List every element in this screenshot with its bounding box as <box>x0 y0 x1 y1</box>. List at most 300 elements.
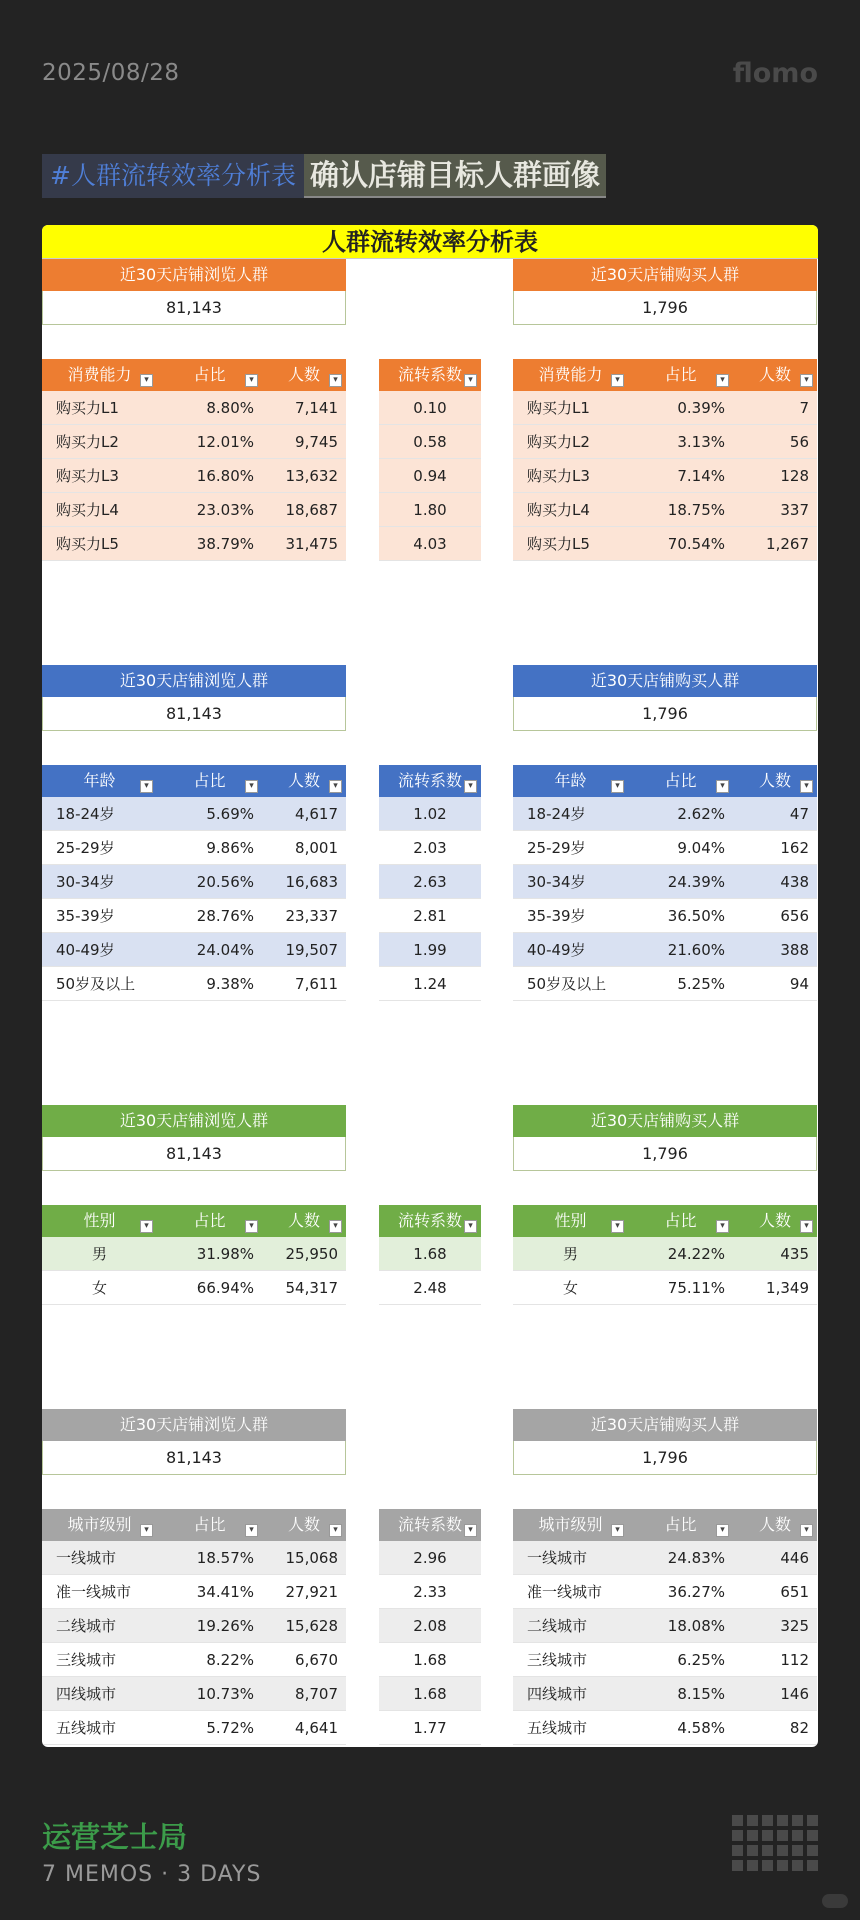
ratio-header[interactable] <box>157 359 262 391</box>
ratio-cell: 36.50% <box>667 907 725 925</box>
count-cell: 16,683 <box>285 873 338 891</box>
buy-table-header <box>513 359 817 391</box>
grid-cell <box>762 1860 773 1871</box>
table-row <box>42 493 346 527</box>
ratio-cell: 31.98% <box>196 1245 254 1263</box>
count-cell: 7,611 <box>295 975 338 993</box>
coef-cell: 2.08 <box>413 1617 447 1635</box>
table-row <box>379 797 481 831</box>
grid-cell <box>792 1845 803 1856</box>
dimension-header[interactable] <box>513 1205 628 1237</box>
dimension-cell: 25-29岁 <box>527 839 586 857</box>
ratio-cell: 5.25% <box>677 975 725 993</box>
ratio-cell: 20.56% <box>196 873 254 891</box>
filter-dropdown-icon[interactable]: ▾ <box>140 374 153 387</box>
grid-cell <box>777 1860 788 1871</box>
count-header[interactable] <box>733 359 817 391</box>
dimension-cell: 40-49岁 <box>56 941 115 959</box>
dimension-cell: 准一线城市 <box>56 1583 132 1601</box>
grid-cell <box>777 1845 788 1856</box>
count-cell: 7,141 <box>295 399 338 417</box>
table-row <box>513 1609 817 1643</box>
ratio-header[interactable] <box>628 1509 733 1541</box>
grid-cell <box>777 1815 788 1826</box>
ratio-cell: 8.15% <box>677 1685 725 1703</box>
count-header-label: 人数 <box>287 365 320 384</box>
table-row <box>42 899 346 933</box>
table-row <box>379 1271 481 1305</box>
dimension-cell: 50岁及以上 <box>527 975 607 993</box>
coef-cell: 1.68 <box>413 1245 447 1263</box>
filter-dropdown-icon[interactable]: ▾ <box>800 780 813 793</box>
ratio-cell: 16.80% <box>196 467 254 485</box>
browse-table <box>42 1509 346 1745</box>
memo-stats: 7 MEMOS · 3 DAYS <box>42 1862 262 1887</box>
count-header-label: 人数 <box>758 365 791 384</box>
coef-cell: 2.81 <box>413 907 447 925</box>
coef-cell: 2.48 <box>413 1279 447 1297</box>
filter-dropdown-icon[interactable]: ▾ <box>800 1524 813 1537</box>
dimension-cell: 三线城市 <box>56 1651 117 1669</box>
count-cell: 8,707 <box>295 1685 338 1703</box>
table-row <box>513 1575 817 1609</box>
dimension-cell: 30-34岁 <box>56 873 115 891</box>
table-row <box>513 425 817 459</box>
browse-summary-label: 近30天店铺浏览人群 <box>42 665 346 697</box>
coef-table-header <box>379 1205 481 1237</box>
browse-summary-label: 近30天店铺浏览人群 <box>42 259 346 291</box>
dimension-cell: 四线城市 <box>527 1685 588 1703</box>
buy-table <box>513 765 817 1001</box>
ratio-cell: 3.13% <box>677 433 725 451</box>
count-cell: 9,745 <box>295 433 338 451</box>
browse-table-header <box>42 765 346 797</box>
filter-dropdown-icon[interactable]: ▾ <box>464 1220 477 1233</box>
coef-table-header <box>379 359 481 391</box>
ratio-header-label: 占比 <box>664 365 697 384</box>
dimension-header[interactable] <box>42 359 157 391</box>
ratio-header-label: 占比 <box>664 1515 697 1534</box>
ratio-cell: 4.58% <box>677 1719 725 1737</box>
count-cell: 19,507 <box>285 941 338 959</box>
ratio-cell: 18.08% <box>667 1617 725 1635</box>
filter-dropdown-icon[interactable]: ▾ <box>140 780 153 793</box>
filter-dropdown-icon[interactable]: ▾ <box>245 780 258 793</box>
coef-cell: 2.96 <box>413 1549 447 1567</box>
coef-cell: 2.33 <box>413 1583 447 1601</box>
count-cell: 7 <box>799 399 809 417</box>
table-row <box>379 1643 481 1677</box>
ratio-cell: 24.39% <box>667 873 725 891</box>
buy-summary-total: 1,796 <box>513 1441 817 1475</box>
filter-dropdown-icon[interactable]: ▾ <box>329 374 342 387</box>
ratio-header[interactable] <box>628 765 733 797</box>
dimension-header[interactable] <box>42 1509 157 1541</box>
dimension-cell: 购买力L3 <box>527 467 590 485</box>
coef-cell: 2.03 <box>413 839 447 857</box>
count-cell: 82 <box>789 1719 809 1737</box>
buy-summary-box <box>513 259 817 325</box>
table-row <box>513 797 817 831</box>
table-row <box>42 1711 346 1745</box>
count-header[interactable] <box>262 765 346 797</box>
table-row <box>379 899 481 933</box>
dimension-cell: 三线城市 <box>527 1651 588 1669</box>
filter-dropdown-icon[interactable]: ▾ <box>329 1220 342 1233</box>
ratio-cell: 9.38% <box>206 975 254 993</box>
coef-table <box>379 1205 481 1305</box>
dimension-cell: 二线城市 <box>527 1617 588 1635</box>
table-row <box>379 1575 481 1609</box>
filter-dropdown-icon[interactable]: ▾ <box>800 1220 813 1233</box>
dimension-cell: 35-39岁 <box>527 907 586 925</box>
filter-dropdown-icon[interactable]: ▾ <box>245 1524 258 1537</box>
browse-summary-total: 81,143 <box>42 291 346 325</box>
filter-dropdown-icon[interactable]: ▾ <box>245 1220 258 1233</box>
browse-summary-box <box>42 1105 346 1171</box>
dimension-cell: 女 <box>562 1279 578 1297</box>
dimension-cell: 四线城市 <box>56 1685 117 1703</box>
table-row <box>379 527 481 561</box>
filter-dropdown-icon[interactable]: ▾ <box>716 374 729 387</box>
dimension-cell: 购买力L5 <box>527 535 590 553</box>
table-row <box>379 865 481 899</box>
filter-dropdown-icon[interactable]: ▾ <box>611 374 624 387</box>
table-row <box>42 1677 346 1711</box>
browse-table-header <box>42 359 346 391</box>
table-row <box>42 865 346 899</box>
filter-dropdown-icon[interactable]: ▾ <box>140 1220 153 1233</box>
coef-cell: 0.58 <box>413 433 447 451</box>
coef-table-header <box>379 1509 481 1541</box>
filter-dropdown-icon[interactable]: ▾ <box>140 1524 153 1537</box>
ratio-header-label: 占比 <box>193 1515 226 1534</box>
browse-table <box>42 765 346 1001</box>
filter-dropdown-icon[interactable]: ▾ <box>716 1220 729 1233</box>
coef-cell: 1.77 <box>413 1719 447 1737</box>
ratio-cell: 5.69% <box>206 805 254 823</box>
coef-header-label: 流转系数 <box>397 365 462 384</box>
count-cell: 31,475 <box>285 535 338 553</box>
ratio-cell: 24.04% <box>196 941 254 959</box>
ratio-header-label: 占比 <box>664 1211 697 1230</box>
table-row <box>513 1711 817 1745</box>
table-row <box>379 1237 481 1271</box>
count-header-label: 人数 <box>758 1515 791 1534</box>
ratio-cell: 23.03% <box>196 501 254 519</box>
grid-cell <box>807 1860 818 1871</box>
dimension-cell: 35-39岁 <box>56 907 115 925</box>
ratio-header[interactable] <box>157 1509 262 1541</box>
ratio-header-label: 占比 <box>193 365 226 384</box>
memo-subtitle: 确认店铺目标人群画像 <box>304 154 606 198</box>
ratio-cell: 5.72% <box>206 1719 254 1737</box>
count-cell: 128 <box>780 467 809 485</box>
grid-cell <box>792 1830 803 1841</box>
count-cell: 4,641 <box>295 1719 338 1737</box>
grid-cell <box>777 1830 788 1841</box>
browse-summary-total: 81,143 <box>42 697 346 731</box>
table-row <box>513 899 817 933</box>
table-row <box>513 1237 817 1271</box>
table-row <box>42 797 346 831</box>
ratio-header[interactable] <box>628 1205 733 1237</box>
dimension-header[interactable] <box>513 765 628 797</box>
dimension-cell: 25-29岁 <box>56 839 115 857</box>
dimension-cell: 30-34岁 <box>527 873 586 891</box>
dimension-cell: 购买力L4 <box>527 501 590 519</box>
coef-cell: 1.68 <box>413 1651 447 1669</box>
grid-cell <box>792 1815 803 1826</box>
coef-header[interactable] <box>379 1509 481 1541</box>
coef-cell: 1.80 <box>413 501 447 519</box>
grid-cell <box>762 1815 773 1826</box>
grid-cell <box>747 1860 758 1871</box>
count-cell: 656 <box>780 907 809 925</box>
coef-table-header <box>379 765 481 797</box>
coef-cell: 1.99 <box>413 941 447 959</box>
filter-dropdown-icon[interactable]: ▾ <box>800 374 813 387</box>
dimension-header[interactable] <box>513 1509 628 1541</box>
ratio-cell: 18.57% <box>196 1549 254 1567</box>
count-cell: 54,317 <box>285 1279 338 1297</box>
count-header-label: 人数 <box>287 1211 320 1230</box>
table-row <box>513 933 817 967</box>
dimension-header[interactable] <box>42 765 157 797</box>
ratio-cell: 36.27% <box>667 1583 725 1601</box>
grid-cell <box>762 1830 773 1841</box>
table-row <box>379 933 481 967</box>
buy-summary-box <box>513 1409 817 1475</box>
dimension-cell: 购买力L3 <box>56 467 119 485</box>
coef-table <box>379 1509 481 1745</box>
count-header[interactable] <box>733 1205 817 1237</box>
ratio-header[interactable] <box>157 765 262 797</box>
ratio-cell: 2.62% <box>677 805 725 823</box>
ratio-cell: 66.94% <box>196 1279 254 1297</box>
ratio-cell: 18.75% <box>667 501 725 519</box>
count-cell: 6,670 <box>295 1651 338 1669</box>
grid-cell <box>732 1815 743 1826</box>
ratio-cell: 21.60% <box>667 941 725 959</box>
count-cell: 388 <box>780 941 809 959</box>
table-row <box>513 459 817 493</box>
browse-table <box>42 359 346 561</box>
buy-summary-total: 1,796 <box>513 697 817 731</box>
grid-cell <box>747 1845 758 1856</box>
count-header-label: 人数 <box>758 771 791 790</box>
flomo-logo: flomo <box>732 58 818 89</box>
count-cell: 651 <box>780 1583 809 1601</box>
count-cell: 15,628 <box>285 1617 338 1635</box>
dimension-cell: 购买力L2 <box>527 433 590 451</box>
dimension-cell: 五线城市 <box>527 1719 588 1737</box>
filter-dropdown-icon[interactable]: ▾ <box>611 1524 624 1537</box>
table-row <box>379 425 481 459</box>
filter-dropdown-icon[interactable]: ▾ <box>245 374 258 387</box>
ratio-header[interactable] <box>157 1205 262 1237</box>
dimension-header-label: 城市级别 <box>538 1515 603 1534</box>
dimension-header-label: 城市级别 <box>67 1515 132 1534</box>
dimension-header-label: 年龄 <box>554 771 587 790</box>
table-row <box>42 425 346 459</box>
grid-cell <box>807 1815 818 1826</box>
table-row <box>379 1711 481 1745</box>
filter-dropdown-icon[interactable]: ▾ <box>329 780 342 793</box>
section-2 <box>42 665 818 1037</box>
table-row <box>42 967 346 1001</box>
table-row <box>42 1575 346 1609</box>
filter-dropdown-icon[interactable]: ▾ <box>329 1524 342 1537</box>
dimension-header-label: 性别 <box>554 1211 587 1230</box>
table-row <box>42 459 346 493</box>
count-cell: 18,687 <box>285 501 338 519</box>
ratio-cell: 70.54% <box>667 535 725 553</box>
count-cell: 8,001 <box>295 839 338 857</box>
count-header[interactable] <box>262 1205 346 1237</box>
coef-cell: 1.68 <box>413 1685 447 1703</box>
count-cell: 23,337 <box>285 907 338 925</box>
table-row <box>42 933 346 967</box>
table-row <box>42 1609 346 1643</box>
table-row <box>379 1609 481 1643</box>
count-cell: 1,267 <box>766 535 809 553</box>
dimension-cell: 男 <box>91 1245 107 1263</box>
author-name: 运营芝士局 <box>42 1820 188 1854</box>
dimension-cell: 女 <box>91 1279 107 1297</box>
table-row <box>379 831 481 865</box>
count-header-label: 人数 <box>758 1211 791 1230</box>
dimension-cell: 40-49岁 <box>527 941 586 959</box>
table-row <box>513 1541 817 1575</box>
dimension-cell: 五线城市 <box>56 1719 117 1737</box>
browse-summary-box <box>42 1409 346 1475</box>
count-cell: 162 <box>780 839 809 857</box>
dimension-header[interactable] <box>42 1205 157 1237</box>
count-cell: 438 <box>780 873 809 891</box>
count-header[interactable] <box>733 765 817 797</box>
count-cell: 25,950 <box>285 1245 338 1263</box>
browse-summary-label: 近30天店铺浏览人群 <box>42 1409 346 1441</box>
browse-table-header <box>42 1205 346 1237</box>
count-cell: 94 <box>789 975 809 993</box>
ratio-cell: 12.01% <box>196 433 254 451</box>
grid-cell <box>762 1845 773 1856</box>
spreadsheet-image <box>42 225 818 1747</box>
browse-summary-total: 81,143 <box>42 1137 346 1171</box>
buy-table-header <box>513 765 817 797</box>
dimension-header[interactable] <box>513 359 628 391</box>
count-header[interactable] <box>262 359 346 391</box>
dimension-cell: 购买力L1 <box>527 399 590 417</box>
table-row <box>513 865 817 899</box>
qr-grid-icon <box>732 1815 818 1871</box>
dimension-header-label: 消费能力 <box>538 365 603 384</box>
grid-cell <box>747 1830 758 1841</box>
browse-table <box>42 1205 346 1305</box>
ratio-cell: 75.11% <box>667 1279 725 1297</box>
ratio-cell: 24.22% <box>667 1245 725 1263</box>
filter-dropdown-icon[interactable]: ▾ <box>464 374 477 387</box>
table-row <box>513 1643 817 1677</box>
count-header[interactable] <box>262 1509 346 1541</box>
count-header-label: 人数 <box>287 1515 320 1534</box>
dimension-header-label: 年龄 <box>83 771 116 790</box>
filter-dropdown-icon[interactable]: ▾ <box>716 780 729 793</box>
buy-table <box>513 1509 817 1745</box>
ratio-cell: 9.86% <box>206 839 254 857</box>
section-3 <box>42 1105 818 1361</box>
dimension-cell: 50岁及以上 <box>56 975 136 993</box>
ratio-cell: 28.76% <box>196 907 254 925</box>
filter-dropdown-icon[interactable]: ▾ <box>716 1524 729 1537</box>
buy-table <box>513 1205 817 1305</box>
table-row <box>513 1677 817 1711</box>
count-cell: 1,349 <box>766 1279 809 1297</box>
count-cell: 112 <box>780 1651 809 1669</box>
memo-tag[interactable]: #人群流转效率分析表 <box>42 154 304 198</box>
buy-table-header <box>513 1205 817 1237</box>
browse-summary-label: 近30天店铺浏览人群 <box>42 1105 346 1137</box>
table-row <box>513 493 817 527</box>
coef-cell: 1.02 <box>413 805 447 823</box>
count-header[interactable] <box>733 1509 817 1541</box>
filter-dropdown-icon[interactable]: ▾ <box>464 780 477 793</box>
coef-table <box>379 765 481 1001</box>
count-cell: 146 <box>780 1685 809 1703</box>
filter-dropdown-icon[interactable]: ▾ <box>611 1220 624 1233</box>
grid-cell <box>747 1815 758 1826</box>
count-cell: 435 <box>780 1245 809 1263</box>
ratio-cell: 6.25% <box>677 1651 725 1669</box>
grid-cell <box>792 1860 803 1871</box>
count-cell: 4,617 <box>295 805 338 823</box>
filter-dropdown-icon[interactable]: ▾ <box>611 780 624 793</box>
coef-cell: 1.24 <box>413 975 447 993</box>
coef-header[interactable] <box>379 1205 481 1237</box>
table-row <box>42 1271 346 1305</box>
dimension-header-label: 消费能力 <box>67 365 132 384</box>
section-4 <box>42 1409 818 1747</box>
filter-dropdown-icon[interactable]: ▾ <box>464 1524 477 1537</box>
badge-icon <box>822 1894 848 1908</box>
buy-table-header <box>513 1509 817 1541</box>
table-row <box>42 1237 346 1271</box>
ratio-header[interactable] <box>628 359 733 391</box>
coef-header[interactable] <box>379 765 481 797</box>
count-cell: 446 <box>780 1549 809 1567</box>
dimension-cell: 二线城市 <box>56 1617 117 1635</box>
buy-summary-label: 近30天店铺购买人群 <box>513 665 817 697</box>
dimension-cell: 男 <box>562 1245 578 1263</box>
ratio-header-label: 占比 <box>193 771 226 790</box>
coef-header[interactable] <box>379 359 481 391</box>
browse-summary-box <box>42 259 346 325</box>
grid-cell <box>732 1830 743 1841</box>
dimension-header-label: 性别 <box>83 1211 116 1230</box>
buy-summary-label: 近30天店铺购买人群 <box>513 259 817 291</box>
table-row <box>42 527 346 561</box>
ratio-cell: 19.26% <box>196 1617 254 1635</box>
buy-summary-total: 1,796 <box>513 1137 817 1171</box>
dimension-cell: 购买力L5 <box>56 535 119 553</box>
count-cell: 56 <box>789 433 809 451</box>
count-cell: 47 <box>789 805 809 823</box>
section-1 <box>42 259 818 631</box>
dimension-cell: 准一线城市 <box>527 1583 603 1601</box>
ratio-cell: 7.14% <box>677 467 725 485</box>
coef-cell: 2.63 <box>413 873 447 891</box>
